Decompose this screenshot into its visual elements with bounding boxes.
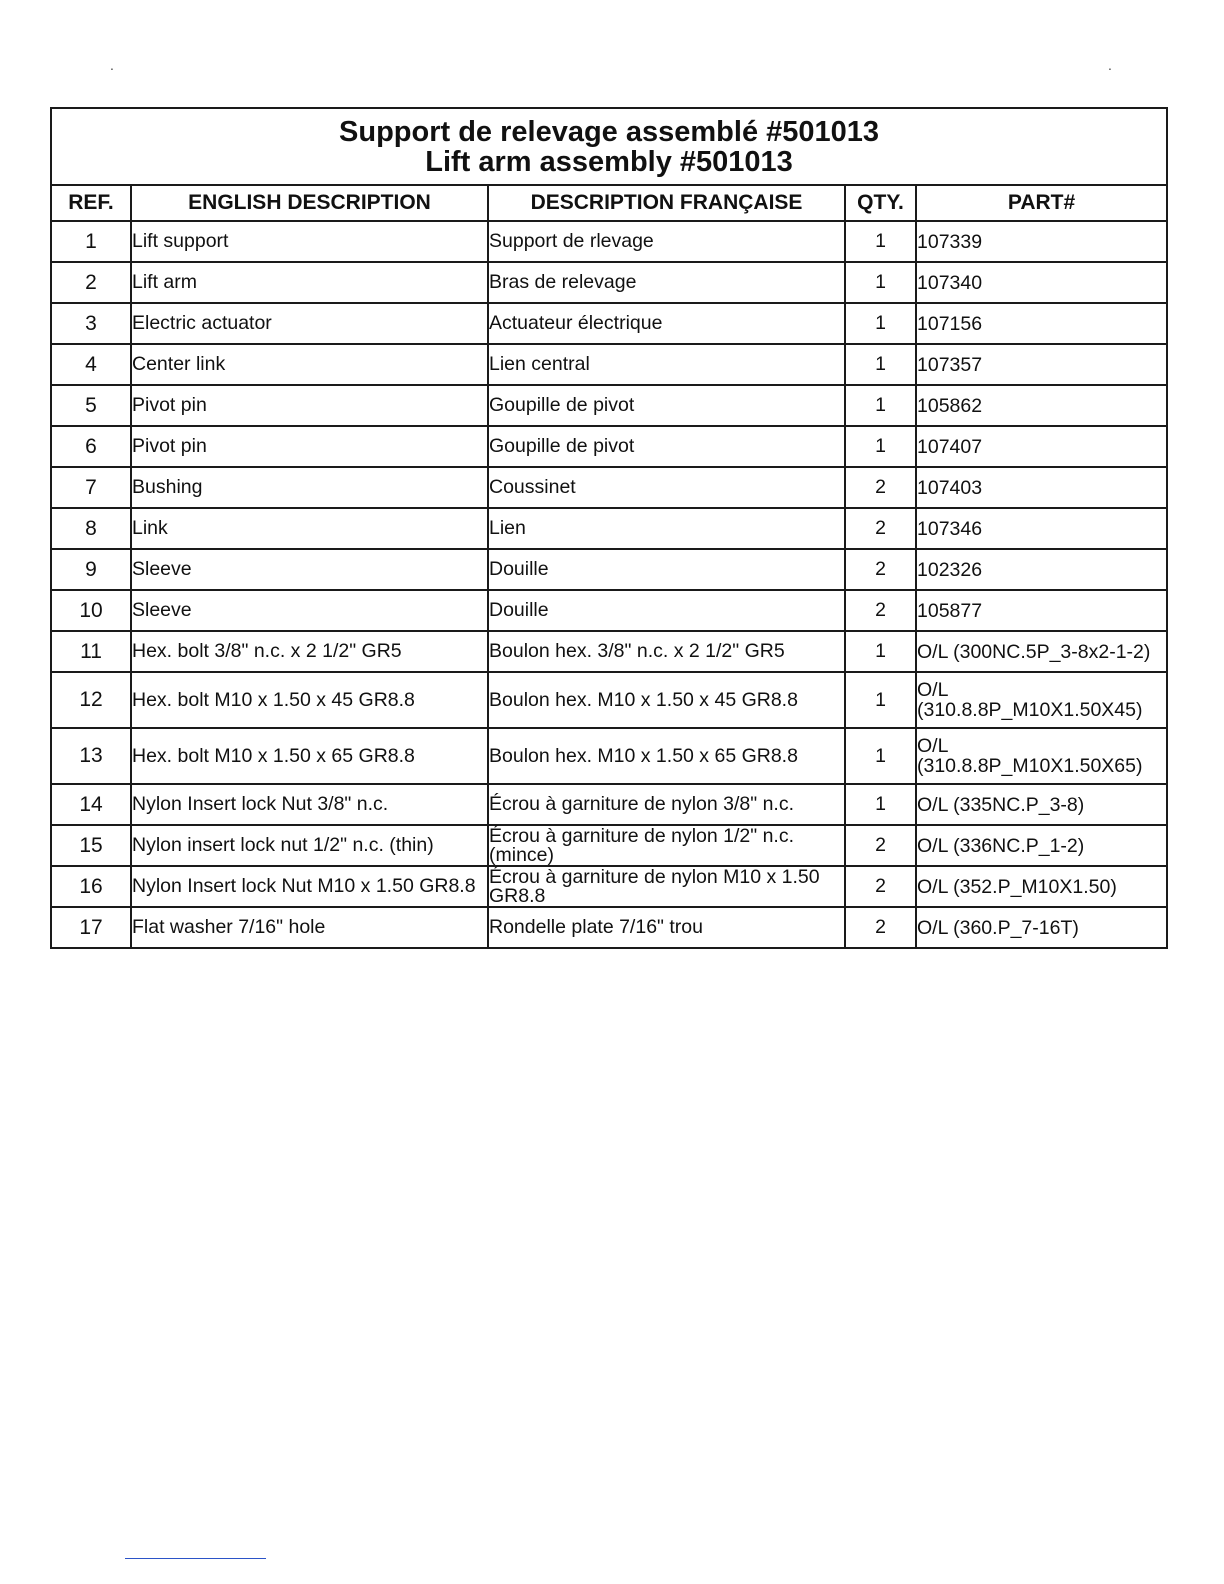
english-description-cell: Hex. bolt M10 x 1.50 x 45 GR8.8	[131, 672, 488, 728]
french-description-cell: Coussinet	[488, 467, 845, 508]
page-mark-right: .	[1108, 57, 1112, 73]
french-description-cell: Support de rlevage	[488, 221, 845, 262]
qty-cell: 2	[845, 508, 916, 549]
french-description-cell: Douille	[488, 590, 845, 631]
french-description-cell: Goupille de pivot	[488, 426, 845, 467]
french-description-cell: Écrou à garniture de nylon M10 x 1.50 GR8.8	[488, 866, 845, 907]
page-mark-left: .	[110, 57, 114, 73]
footer-rule	[125, 1558, 266, 1559]
table-row	[51, 631, 1167, 672]
table-row	[51, 303, 1167, 344]
english-description-cell: Link	[131, 508, 488, 549]
table-row	[51, 672, 1167, 728]
ref-cell: 8	[51, 508, 131, 549]
english-description-cell: Sleeve	[131, 549, 488, 590]
header-row	[51, 185, 1167, 221]
qty-cell: 1	[845, 385, 916, 426]
part-number-cell: 102326	[916, 549, 1167, 590]
part-number-cell: 107346	[916, 508, 1167, 549]
french-description-cell: Actuateur électrique	[488, 303, 845, 344]
table-row	[51, 907, 1167, 948]
qty-cell: 1	[845, 262, 916, 303]
english-description-cell: Pivot pin	[131, 426, 488, 467]
qty-cell: 1	[845, 221, 916, 262]
french-description-cell: Rondelle plate 7/16" trou	[488, 907, 845, 948]
table-row	[51, 467, 1167, 508]
title-french: Support de relevage assemblé #501013	[339, 115, 880, 148]
qty-cell: 1	[845, 631, 916, 672]
english-description-cell: Nylon insert lock nut 1/2" n.c. (thin)	[131, 825, 488, 866]
ref-cell: 4	[51, 344, 131, 385]
english-description-cell: Bushing	[131, 467, 488, 508]
part-number-cell: O/L (310.8.8P_M10X1.50X65)	[916, 728, 1167, 784]
header-english-description: ENGLISH DESCRIPTION	[131, 185, 488, 221]
french-description-cell: Lien central	[488, 344, 845, 385]
french-description-cell: Écrou à garniture de nylon 3/8" n.c.	[488, 784, 845, 825]
part-number-cell: 107156	[916, 303, 1167, 344]
part-number-cell: 105862	[916, 385, 1167, 426]
header-french-description: DESCRIPTION FRANÇAISE	[488, 185, 845, 221]
ref-cell: 13	[51, 728, 131, 784]
qty-cell: 2	[845, 866, 916, 907]
table-title	[51, 108, 1167, 185]
qty-cell: 1	[845, 672, 916, 728]
ref-cell: 17	[51, 907, 131, 948]
ref-cell: 15	[51, 825, 131, 866]
part-number-cell: O/L (352.P_M10X1.50)	[916, 866, 1167, 907]
qty-cell: 2	[845, 549, 916, 590]
part-number-cell: 107340	[916, 262, 1167, 303]
ref-cell: 6	[51, 426, 131, 467]
part-number-cell: 107339	[916, 221, 1167, 262]
table-row	[51, 221, 1167, 262]
part-number-cell: O/L (336NC.P_1-2)	[916, 825, 1167, 866]
table-row	[51, 728, 1167, 784]
table-row	[51, 344, 1167, 385]
english-description-cell: Center link	[131, 344, 488, 385]
english-description-cell: Lift support	[131, 221, 488, 262]
french-description-cell: Lien	[488, 508, 845, 549]
part-number-cell: 107357	[916, 344, 1167, 385]
table-row	[51, 825, 1167, 866]
part-number-cell: O/L (335NC.P_3-8)	[916, 784, 1167, 825]
part-number-cell: 107407	[916, 426, 1167, 467]
french-description-cell: Goupille de pivot	[488, 385, 845, 426]
qty-cell: 1	[845, 784, 916, 825]
table-row	[51, 784, 1167, 825]
part-number-cell: O/L (310.8.8P_M10X1.50X45)	[916, 672, 1167, 728]
qty-cell: 2	[845, 467, 916, 508]
english-description-cell: Pivot pin	[131, 385, 488, 426]
qty-cell: 1	[845, 728, 916, 784]
header-qty: QTY.	[845, 185, 916, 221]
english-description-cell: Hex. bolt M10 x 1.50 x 65 GR8.8	[131, 728, 488, 784]
english-description-cell: Nylon Insert lock Nut 3/8" n.c.	[131, 784, 488, 825]
title-english: Lift arm assembly #501013	[425, 145, 793, 178]
french-description-cell: Boulon hex. 3/8" n.c. x 2 1/2" GR5	[488, 631, 845, 672]
ref-cell: 7	[51, 467, 131, 508]
qty-cell: 2	[845, 825, 916, 866]
qty-cell: 2	[845, 590, 916, 631]
parts-table	[50, 107, 1168, 949]
english-description-cell: Flat washer 7/16" hole	[131, 907, 488, 948]
ref-cell: 10	[51, 590, 131, 631]
english-description-cell: Nylon Insert lock Nut M10 x 1.50 GR8.8	[131, 866, 488, 907]
table-row	[51, 549, 1167, 590]
english-description-cell: Electric actuator	[131, 303, 488, 344]
part-number-cell: 107403	[916, 467, 1167, 508]
part-number-cell: O/L (300NC.5P_3-8x2-1-2)	[916, 631, 1167, 672]
qty-cell: 1	[845, 344, 916, 385]
english-description-cell: Hex. bolt 3/8" n.c. x 2 1/2" GR5	[131, 631, 488, 672]
ref-cell: 14	[51, 784, 131, 825]
french-description-cell: Écrou à garniture de nylon 1/2" n.c. (mince)	[488, 825, 845, 866]
ref-cell: 16	[51, 866, 131, 907]
qty-cell: 1	[845, 426, 916, 467]
ref-cell: 3	[51, 303, 131, 344]
french-description-cell: Douille	[488, 549, 845, 590]
ref-cell: 11	[51, 631, 131, 672]
header-part-number: PART#	[916, 185, 1167, 221]
part-number-cell: O/L (360.P_7-16T)	[916, 907, 1167, 948]
table-row	[51, 262, 1167, 303]
header-ref: REF.	[51, 185, 131, 221]
table-row	[51, 590, 1167, 631]
french-description-cell: Boulon hex. M10 x 1.50 x 65 GR8.8	[488, 728, 845, 784]
french-description-cell: Bras de relevage	[488, 262, 845, 303]
ref-cell: 5	[51, 385, 131, 426]
english-description-cell: Sleeve	[131, 590, 488, 631]
ref-cell: 1	[51, 221, 131, 262]
qty-cell: 2	[845, 907, 916, 948]
table-row	[51, 866, 1167, 907]
english-description-cell: Lift arm	[131, 262, 488, 303]
table-row	[51, 508, 1167, 549]
qty-cell: 1	[845, 303, 916, 344]
table-row	[51, 426, 1167, 467]
ref-cell: 2	[51, 262, 131, 303]
ref-cell: 12	[51, 672, 131, 728]
ref-cell: 9	[51, 549, 131, 590]
french-description-cell: Boulon hex. M10 x 1.50 x 45 GR8.8	[488, 672, 845, 728]
table-row	[51, 385, 1167, 426]
part-number-cell: 105877	[916, 590, 1167, 631]
